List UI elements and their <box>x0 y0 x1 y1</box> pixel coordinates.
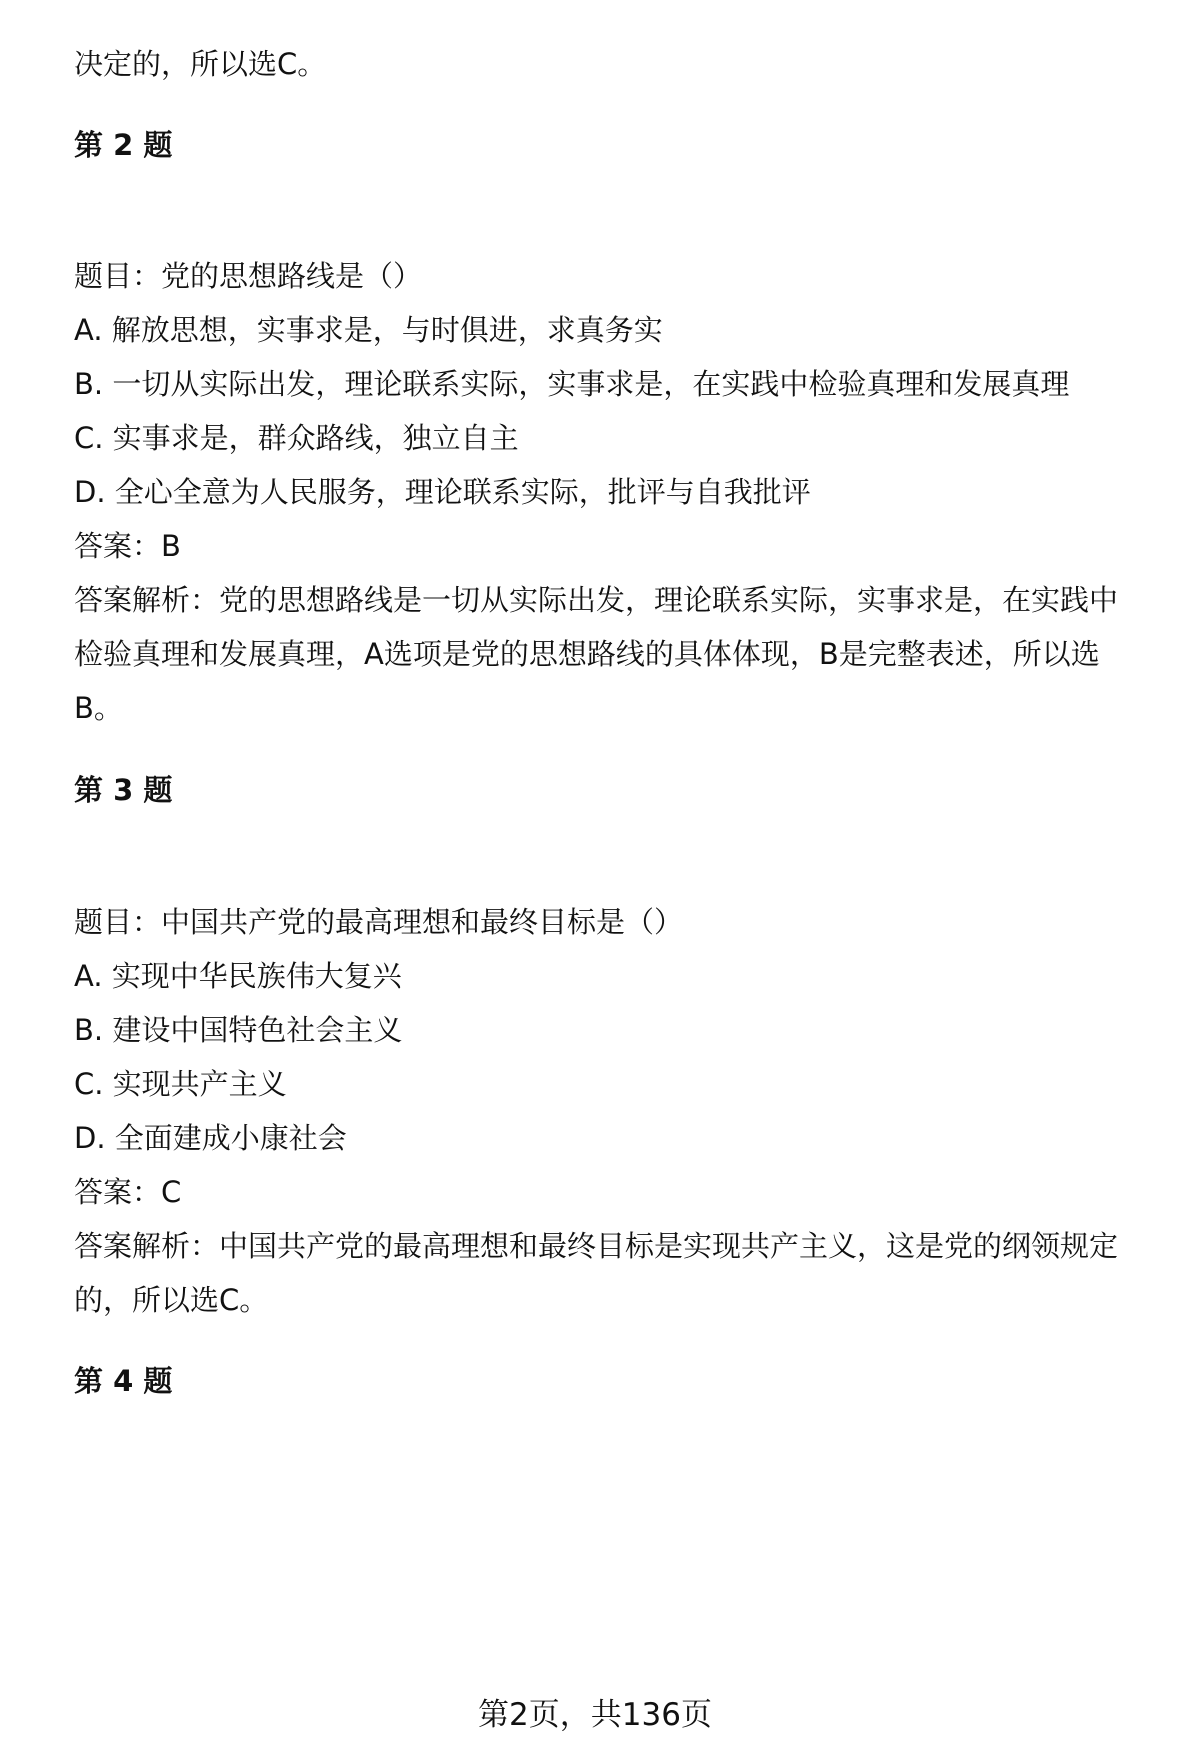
question-3-option-a: A. 实现中华民族伟大复兴 <box>74 959 402 993</box>
question-2-answer: 答案：B <box>74 529 181 563</box>
question-3-heading: 第 3 题 <box>74 773 173 807</box>
question-3-answer: 答案：C <box>74 1175 182 1209</box>
question-2-analysis-line-1: 答案解析：党的思想路线是一切从实际出发，理论联系实际，实事求是，在实践中 <box>74 583 1119 617</box>
question-3-option-b: B. 建设中国特色社会主义 <box>74 1013 403 1047</box>
question-3-analysis-line-2: 的，所以选C。 <box>74 1283 269 1317</box>
question-3-option-d: D. 全面建成小康社会 <box>74 1121 347 1155</box>
question-2-option-a: A. 解放思想，实事求是，与时俱进，求真务实 <box>74 313 663 347</box>
question-3-option-c: C. 实现共产主义 <box>74 1067 287 1101</box>
question-3-analysis-line-1: 答案解析：中国共产党的最高理想和最终目标是实现共产主义，这是党的纲领规定 <box>74 1229 1119 1263</box>
question-2-option-b: B. 一切从实际出发，理论联系实际，实事求是，在实践中检验真理和发展真理 <box>74 367 1070 401</box>
question-2-analysis-line-2: 检验真理和发展真理，A选项是党的思想路线的具体体现，B是完整表述，所以选 <box>74 637 1100 671</box>
question-4-heading: 第 4 题 <box>74 1364 173 1398</box>
question-2-analysis-line-3: B。 <box>74 691 123 725</box>
previous-analysis-tail: 决定的，所以选C。 <box>74 47 327 81</box>
question-3-stem: 题目：中国共产党的最高理想和最终目标是（） <box>74 905 684 939</box>
question-2-option-d: D. 全心全意为人民服务，理论联系实际，批评与自我批评 <box>74 475 811 509</box>
question-2-stem: 题目：党的思想路线是（） <box>74 259 423 293</box>
question-2-heading: 第 2 题 <box>74 128 173 162</box>
page-number-footer: 第2页，共136页 <box>478 1697 712 1733</box>
question-2-option-c: C. 实事求是，群众路线，独立自主 <box>74 421 519 455</box>
